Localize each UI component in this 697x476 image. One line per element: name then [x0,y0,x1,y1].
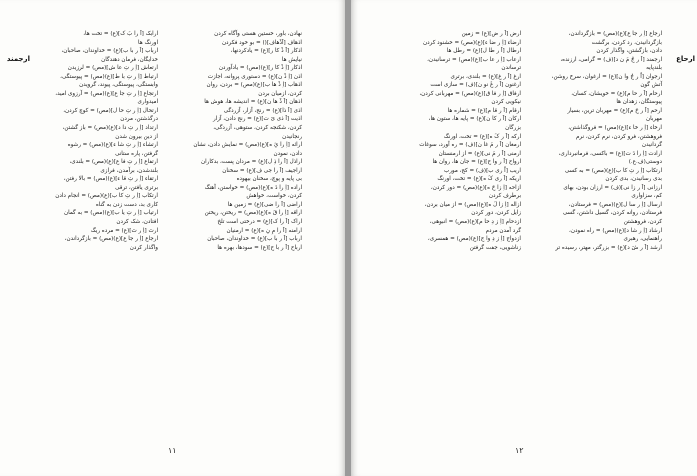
dictionary-line: نهادن، باور، خستین هستی وآگاه کردن [214,31,302,37]
dictionary-line: ارتحال [اِ ر تِ حا ل](مص) = کوچ کردن، [63,107,158,114]
dictionary-line: ارجاع [اِ ر جا ع](ع)(مص) = بازگرداندن، [64,236,158,243]
dictionary-line: اذن [اِ ذْ ن](ع) = دستوری پروانه، اجازت [207,73,302,80]
dictionary-line: اذکار [اِ ذْ کا ر](ع)(مص) = یادآوردن [218,65,302,72]
right-page-headword: ارحاع [676,55,695,63]
dictionary-line: ارباح [اَ ر با ح](ع) = سودها، بهره ها [217,244,302,251]
dictionary-line: رنجانیدن [282,133,302,140]
dictionary-line: دادن، بازگشتن، واگذار کردن [596,48,662,55]
dictionary-line: امیدواری [137,99,158,106]
dictionary-line: واگذار کردن [129,244,158,251]
dictionary-line: ارخاء [اِ ر خا ء](ع)(مص) = فروگذاشتن، [568,125,662,132]
dictionary-line: اراقه [اِ را قَ ه](ع)(مص) = ریختن، ریختن [204,210,302,217]
dictionary-line: ارمنی [اَ ر مَ نی](ع) = از ارمنستان [438,150,521,157]
dictionary-line: بازگردانیدن، رد کردن، برگشت [591,39,662,46]
dictionary-line: کردن، فروهشتن [623,219,662,226]
dictionary-line: ازاحه [اِ زا حَ ه](ع)(مص) = دور کردن، [430,184,521,191]
dictionary-line: زناشویی، جفت گرفتن [469,244,521,251]
dictionary-line: کاری بد، دست زدن به گناه [95,201,158,208]
right-page [351,0,697,476]
right-page-number: ۱۲ [515,446,524,455]
dictionary-line: ارغنون [اَ ر غَ نو ن](ف) = سازی است [430,82,521,89]
dictionary-line: فرستادن، روانه کردن، گسیل داشتن، گسی [562,210,662,217]
dictionary-line: ارتباط [اِ ر تِ با ط](ع)(مص) = پیوستگی، [60,73,158,80]
dictionary-line: کردن، خواست، خواهش [246,193,302,200]
dictionary-line: ارباب [اَ ر با ب](ع) = خداوندان، صاحبان، [61,48,158,55]
dictionary-line: ارضاء [اِ ر ضا ء](ع)(مص) = خشنود کردن [423,39,521,46]
dictionary-line: اریب [اُ ری ب](ف) = کج، مورب [443,167,521,174]
dictionary-line: مهربان [645,116,662,123]
dictionary-line: درگذشتن، مردن [120,116,158,123]
dictionary-line: ارشاد [اِ ر شا د](ع)(مص) = راه نمودن، [569,227,662,234]
dictionary-line: گرد آمدن مردم [485,227,521,234]
dictionary-line: ارعاب [اِ ر عا ب](ع)(مص) = ترسانیدن، [427,56,521,63]
dictionary-line: وابستگی، پیوستگی، پیوند، گرویدن [79,82,158,89]
dictionary-line: ارجاع [اِ ر جا ع](ع)(مص) = بازگرداندن، [568,31,662,37]
dictionary-line: ارادت [اِ را دَ ت](ع) = باکسی، فرمانبرداری، [558,150,662,157]
dictionary-line: ارتقاء [اِ ر تِ قا ء](ع)(مص) = بالا رفتن، [63,176,158,183]
dictionary-line: اذی [اَ ذا](ع) = رنج، آزار، آزردگی [223,107,302,114]
dictionary-line: پیوستگان، زهدان ها [616,99,662,106]
dictionary-line: ارجمند [اَ ر جُ مَ ن د](ف) = گرامی، ارزنده، [560,56,662,63]
left-page [0,0,345,476]
dictionary-line: ارمغان [اَ ر مَ غا ن](ف) = ره آورد، سوغات [419,142,521,149]
dictionary-line: بی پایه و پوچ، سخنان بیهوده [236,176,302,183]
dictionary-line: اذهان [اَ ذْ ها ن](ع) = اندیشه ها، هوش ها [204,99,302,106]
left-page-right-column [174,30,302,252]
dictionary-line: بزرگان [505,125,521,132]
dictionary-line: اورنگ ها [138,39,158,46]
dictionary-line: ارطال [اَ ر طا ل](ع) = رطل ها [446,48,521,55]
dictionary-line: بلندپایه [646,65,662,72]
dictionary-line: ارتجاع [اِ ر تِ جا ع](ع)(مص) = آرزوی امید، [55,90,158,97]
dictionary-line: ارقام [اَ ر قا م](ع) = شماره ها [447,107,521,114]
right-page-right-column [536,30,662,252]
dictionary-line: ارتشاء [اِ ر تِ شا ء](ع)(مص) = رشوه [67,142,158,149]
dictionary-line: ارض [اَ ر ض](ع) = زمین [461,31,521,37]
dictionary-line: ارث [اِ ر ث](ع) = مرده ریگ [90,227,158,234]
dictionary-line: فروهشتن، فرو کردن، نرم کردن، نرم [575,133,662,140]
dictionary-line: ارتعاش [اِ ر تِ عا ش](مص) = لرزیدن [67,65,158,72]
dictionary-line: اراده [اِ را دَ ه](ع)(مص) = خواستن، آهنگ [204,184,302,191]
dictionary-line: اراجیف [اَ را جی ف](ع) = سخنان [222,167,302,174]
dictionary-line: ارامنه [اَ را مِ نِ ه](ع) = ارمنیان [226,227,302,234]
dictionary-line: اذیت [اَ ذی یَ ت](ع) = رنج دادن، آزار [213,116,302,123]
dictionary-line: اریکه [اَ ری کَ ه](ع) = تخت، اورنگ [437,176,521,183]
dictionary-line: دادن، نمودن [273,150,302,157]
dictionary-line: ترساندن [501,65,521,72]
dictionary-line: ارتفاع [اِ ر تِ فا ع](ع)(مص) = بلندی، [69,159,158,166]
dictionary-line: اراک [اَ را ک](ع) = درختی است تلخ [217,219,302,226]
dictionary-line: زایل کردن، دور کردن [471,210,521,217]
dictionary-line: ارجوان [اُ ر جُ وا ن](ع) = ارغوان، سرخ روشن، [551,73,662,80]
dictionary-line: افتادن، شک کردن [116,219,158,226]
dictionary-line: ازدحام [اِ ز دِ حا م](ع)(مص) = انبوهی، [429,219,521,226]
dictionary-line: ارائه [اِ را ئِ ه](ع)(مص) = نمایش دادن، نشان [193,142,302,149]
dictionary-line: نیایش ها [281,56,302,63]
dictionary-line: ارتکاب [اِ ر تِ کا ب](ع)(مص) = انجام دادن [55,193,158,200]
dictionary-line: اذهاب [اِ ذْ ها ب](ع)(مص) = بردن، روان [206,82,302,89]
dictionary-line: آتش گون [640,82,662,89]
left-page-left-column [32,30,158,252]
dictionary-line: ارواح [اَ ر وا ح](ع) = جان ها، روان ها [432,159,521,166]
dictionary-line: ارتکاب [اِ ر تِ کا ب](ع)(مص) = به کسی [564,167,662,174]
dictionary-line: کردن، ازمیان بردن [258,90,302,97]
dictionary-line: اذهاف [اَذْهاف]() = بو خود فکردن [221,39,302,46]
dictionary-line: برطرف کردن [488,193,521,200]
left-page-number: ۱۱ [168,446,177,455]
dictionary-line: گردانیدن [641,142,662,149]
dictionary-line: ارابک [اَ را بَ ک](ع) = تخت ها، [83,31,158,37]
dictionary-line: ارسال [اِ ر سا ل](ع)(مص) = فرستادن، [568,201,662,208]
dictionary-line: نیکویی کردن [491,99,521,106]
dictionary-line: ارتداد [اِ ر تِ دا د](ع)(مص) = باز گشتن، [62,125,158,132]
dictionary-line: گرفتن، پاره ستانی [115,150,158,157]
dictionary-line: ارشد [اَ ر شَ د](ع) = بزرگتر، مهتر، رسیده تر [555,244,662,251]
dictionary-line: دوستی(ف.ع.) [628,159,662,166]
dictionary-line: اذکار [اَ ذْ کا ر](ع) = یادکردنها، [230,48,302,55]
right-page-left-column [394,30,521,252]
dictionary-line: ازاله [اِ زا لَ ه](ع)(مص) = از میان بردن، [424,201,521,208]
left-page-headword: ارجمند [6,55,30,63]
dictionary-line: کم، سزاواری [631,193,662,200]
dictionary-line: اراضی [اَ را ضی](ع) = زمین ها [227,201,302,208]
dictionary-line: ارفاق [اِ ر فا ق](ع)(مص) = مهربانی کردن، [419,90,521,97]
dictionary-line: ارزانی [اَ ر زا نی](ف) = ارزان بودن، بهای [563,184,662,191]
dictionary-line: ارغ [اَ ر غ](ع) = بلندی، برتری [450,73,521,80]
dictionary-line: بلندشدن، برآمدن، فرازی [100,167,158,174]
dictionary-line: ارکان [اَ ر کا ن](ع) = پایه ها، ستون ها، [428,116,521,123]
dictionary-line: از دین بیرون شدن [115,133,158,140]
dictionary-line: برتری یافتن، ترقی [115,184,158,191]
dictionary-line: ارباب [اَ ر با ب](ع) = خداوندان، صاحبان [207,236,302,243]
dictionary-line: بدی رسانیدن، بدی کردن [605,176,662,183]
dictionary-line: خدایگان، فرمان دهندگان [101,56,158,63]
dictionary-line: کردن، شکنجه کردن، ستوهی، آزردگی، [213,125,302,132]
dictionary-line: راهنمایی، رهبری [623,236,662,243]
dictionary-line: اراذل [اَ را ذِ ل](ع) = مردان پست، بدکاران [200,159,302,166]
dictionary-line: ازدواج [اِ ز دِ وا ج](ع)(مص) = همسری، [427,236,521,243]
dictionary-line: ارحم [اَ ر حَ م](ع) = مهربان ترین، بسیار [567,107,662,114]
dictionary-line: ارتیاب [اِ ر تِ یا ب](ع)(مص) = به گمان [64,210,158,217]
dictionary-line: ارکه [اَ ر کَ ه](ع) = تخت، اورنگ [443,133,521,140]
dictionary-line: ارحام [اَ ر حا م](ع) = خویشان، کسان، [571,90,662,97]
